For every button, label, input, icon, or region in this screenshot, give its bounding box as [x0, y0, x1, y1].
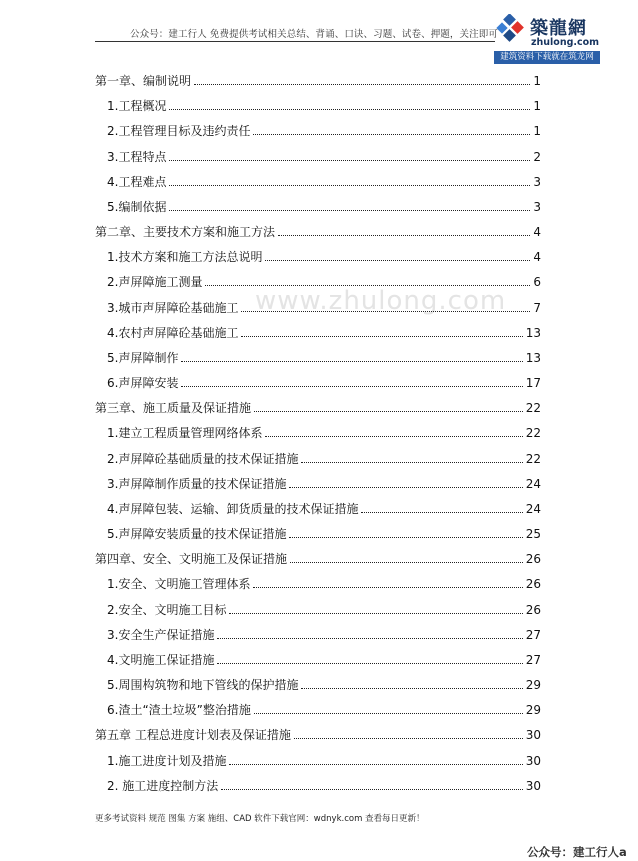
- toc-dot-leader: [217, 663, 522, 664]
- toc-section-entry[interactable]: [107, 778, 541, 794]
- toc-dot-leader: [241, 336, 522, 337]
- toc-entry-page: 26: [525, 577, 541, 592]
- toc-entry-page: 3: [533, 174, 541, 189]
- toc-section-entry[interactable]: [107, 576, 541, 592]
- logo-name: 築龍網: [530, 18, 587, 39]
- toc-entry-page: 1: [533, 74, 541, 88]
- toc-entry-page: 4: [533, 225, 541, 240]
- toc-entry-page: 27: [525, 627, 541, 642]
- toc-section-entry[interactable]: [107, 149, 541, 165]
- header-note: 公众号：建工行人 免费提供考试相关总结、背诵、口诀、习题、试卷、押题，关注即可: [130, 29, 498, 40]
- toc-section-entry[interactable]: [107, 300, 541, 316]
- toc-section-entry[interactable]: [107, 526, 541, 542]
- toc-entry-label: 2.工程管理目标及违约责任: [107, 124, 251, 139]
- toc-dot-leader: [301, 462, 522, 463]
- toc-entry-page: 1: [533, 124, 541, 139]
- toc-section-entry[interactable]: [107, 677, 541, 693]
- toc-section-entry[interactable]: [107, 123, 541, 139]
- toc-entry-label: 5.声屏障安装质量的技术保证措施: [107, 527, 287, 542]
- toc-section-entry[interactable]: [107, 350, 541, 366]
- toc-entry-page: 3: [533, 199, 541, 214]
- toc-chapter-entry[interactable]: [95, 224, 541, 240]
- toc-entry-label: 1.施工进度计划及措施: [107, 753, 227, 768]
- toc-entry-page: 30: [525, 778, 541, 793]
- toc-entry-page: 25: [525, 527, 541, 542]
- toc-dot-leader: [253, 134, 530, 135]
- toc-dot-leader: [290, 562, 523, 563]
- toc-section-entry[interactable]: [107, 753, 541, 769]
- toc-entry-label: 4.声屏障包装、运输、卸货质量的技术保证措施: [107, 501, 359, 516]
- toc-section-entry[interactable]: [107, 425, 541, 441]
- toc-section-entry[interactable]: [107, 501, 541, 517]
- toc-entry-label: 2. 施工进度控制方法: [107, 778, 219, 793]
- toc-entry-page: 1: [533, 99, 541, 114]
- toc-dot-leader: [241, 311, 530, 312]
- toc-section-entry[interactable]: [107, 325, 541, 341]
- toc-dot-leader: [289, 537, 522, 538]
- toc-section-entry[interactable]: [107, 375, 541, 391]
- toc-entry-label: 1.建立工程质量管理网络体系: [107, 426, 263, 441]
- toc-entry-page: 24: [525, 501, 541, 516]
- toc-entry-label: 3.声屏障制作质量的技术保证措施: [107, 476, 287, 491]
- toc-entry-label: 2.安全、文明施工目标: [107, 602, 227, 617]
- toc-dot-leader: [254, 411, 523, 412]
- toc-section-entry[interactable]: [107, 602, 541, 618]
- toc-entry-label: 5.编制依据: [107, 199, 167, 214]
- toc-section-entry[interactable]: [107, 98, 541, 114]
- toc-entry-page: 22: [525, 426, 541, 441]
- toc-entry-page: 30: [525, 753, 541, 768]
- toc-dot-leader: [361, 512, 522, 513]
- toc-section-entry[interactable]: [107, 174, 541, 190]
- toc-dot-leader: [254, 713, 523, 714]
- toc-entry-label: 第二章、主要技术方案和施工方法: [95, 225, 276, 240]
- toc-entry-page: 22: [525, 451, 541, 466]
- toc-entry-label: 6.渣土“渣土垃圾”整治措施: [107, 703, 251, 718]
- toc-section-entry[interactable]: [107, 476, 541, 492]
- toc-entry-label: 第五章 工程总进度计划表及保证措施: [95, 728, 291, 743]
- toc-entry-page: 29: [525, 678, 541, 693]
- toc-entry-label: 第三章、施工质量及保证措施: [95, 401, 252, 416]
- toc-entry-page: 26: [525, 552, 541, 567]
- toc-dot-leader: [181, 386, 522, 387]
- toc-entry-label: 4.农村声屏障砼基础施工: [107, 325, 239, 340]
- toc-dot-leader: [169, 160, 530, 161]
- toc-section-entry[interactable]: [107, 451, 541, 467]
- toc-dot-leader: [289, 487, 522, 488]
- toc-dot-leader: [217, 638, 522, 639]
- toc-entry-label: 1.安全、文明施工管理体系: [107, 577, 251, 592]
- toc-entry-page: 7: [533, 300, 541, 315]
- toc-section-entry[interactable]: [107, 199, 541, 215]
- toc-entry-label: 3.城市声屏障砼基础施工: [107, 300, 239, 315]
- toc-chapter-entry[interactable]: [95, 551, 541, 567]
- toc-chapter-entry[interactable]: [95, 400, 541, 416]
- toc-entry-label: 3.安全生产保证措施: [107, 627, 215, 642]
- toc-dot-leader: [169, 109, 530, 110]
- toc-dot-leader: [301, 688, 522, 689]
- toc-dot-leader: [205, 285, 530, 286]
- toc-section-entry[interactable]: [107, 249, 541, 265]
- toc-entry-page: 13: [525, 325, 541, 340]
- toc-entry-page: 27: [525, 652, 541, 667]
- toc-entry-page: 6: [533, 275, 541, 290]
- footer-account: 公众号：建工行人a: [527, 845, 627, 859]
- watermark: www.zhulong.com: [255, 286, 507, 316]
- toc-dot-leader: [265, 260, 530, 261]
- toc-dot-leader: [278, 235, 530, 236]
- toc-dot-leader: [169, 210, 530, 211]
- toc-dot-leader: [194, 84, 530, 85]
- toc-dot-leader: [229, 613, 522, 614]
- toc-entry-label: 5.周围构筑物和地下管线的保护措施: [107, 678, 299, 693]
- toc-entry-label: 2.声屏障施工测量: [107, 275, 203, 290]
- toc-entry-label: 2.声屏障砼基础质量的技术保证措施: [107, 451, 299, 466]
- toc-section-entry[interactable]: [107, 652, 541, 668]
- toc-entry-label: 第四章、安全、文明施工及保证措施: [95, 552, 288, 567]
- toc-entry-label: 第一章、编制说明: [95, 74, 192, 88]
- toc-entry-page: 13: [525, 350, 541, 365]
- logo-slogan: 建筑资料下载就在筑龙网: [494, 51, 600, 64]
- toc-dot-leader: [229, 764, 522, 765]
- footer-note: 更多考试资料 规范 图集 方案 施组、CAD 软件下载官网：wdnyk.com 查看每日更新！: [95, 814, 425, 824]
- toc-entry-label: 4.文明施工保证措施: [107, 652, 215, 667]
- toc-entry-page: 22: [525, 401, 541, 416]
- toc-entry-label: 6.声屏障安装: [107, 376, 179, 391]
- logo-domain: zhulong.com: [531, 37, 600, 48]
- toc-dot-leader: [221, 789, 522, 790]
- toc-entry-label: 4.工程难点: [107, 174, 167, 189]
- toc-entry-page: 26: [525, 602, 541, 617]
- toc-dot-leader: [265, 436, 522, 437]
- toc-dot-leader: [181, 361, 522, 362]
- toc-section-entry[interactable]: [107, 274, 541, 290]
- toc-entry-page: 17: [525, 376, 541, 391]
- toc-entry-label: 1.工程概况: [107, 99, 167, 114]
- toc-dot-leader: [169, 185, 530, 186]
- toc-dot-leader: [294, 738, 523, 739]
- toc-dot-leader: [253, 587, 522, 588]
- toc-entry-label: 5.声屏障制作: [107, 350, 179, 365]
- toc-section-entry[interactable]: [107, 627, 541, 643]
- toc-section-entry[interactable]: [107, 702, 541, 718]
- toc-entry-page: 24: [525, 476, 541, 491]
- toc-entry-page: 4: [533, 250, 541, 265]
- toc-entry-page: 2: [533, 149, 541, 164]
- toc-entry-page: 30: [525, 728, 541, 743]
- toc-entry-page: 29: [525, 703, 541, 718]
- toc-chapter-entry[interactable]: [95, 73, 541, 89]
- toc-entry-label: 1.技术方案和施工方法总说明: [107, 250, 263, 265]
- toc-chapter-entry[interactable]: [95, 727, 541, 743]
- toc-entry-label: 3.工程特点: [107, 149, 167, 164]
